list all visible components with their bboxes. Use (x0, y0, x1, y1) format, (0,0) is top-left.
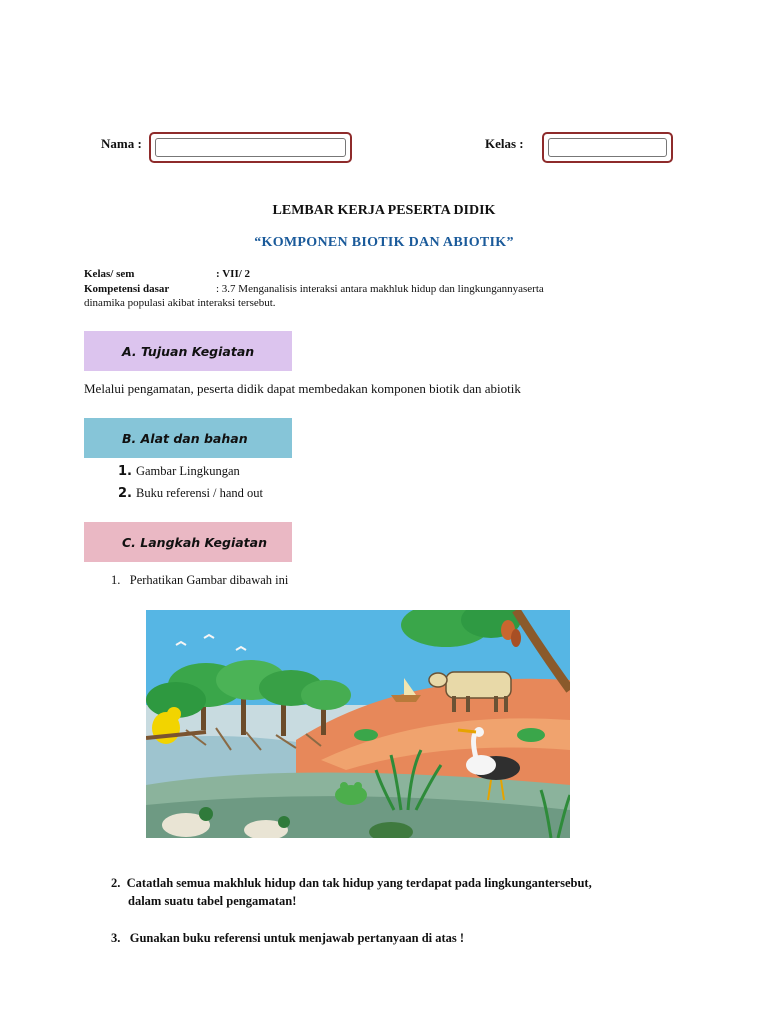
list-item: 2. Buku referensi / hand out (118, 486, 264, 501)
name-field[interactable] (149, 132, 352, 163)
class-sem-value: : VII/ 2 (216, 268, 251, 280)
step-2: 2. Catatlah semua makhluk hidup dan tak hidup yang terdapat pada lingkungantersebut, (111, 876, 592, 890)
page-title: LEMBAR KERJA PESERTA DIDIK (272, 203, 496, 218)
class-input[interactable] (548, 138, 667, 157)
kd-value-cont: dinamika populasi akibat interaksi tersebut. (84, 297, 276, 309)
name-input[interactable] (155, 138, 346, 157)
page-subtitle: “KOMPONEN BIOTIK DAN ABIOTIK” (254, 235, 514, 250)
step-2-cont: dalam suatu tabel pengamatan! (128, 894, 297, 908)
class-label: Kelas : (485, 136, 524, 151)
section-a-label: A. Tujuan Kegiatan (122, 343, 255, 359)
tujuan-text: Melalui pengamatan, peserta didik dapat membedakan komponen biotik dan abiotik (84, 381, 521, 396)
list-item: 1. Gambar Lingkungan (118, 464, 240, 479)
section-a-header (84, 331, 292, 371)
step-3: 3. Gunakan buku referensi untuk menjawab pertanyaan di atas ! (111, 931, 465, 945)
ecosystem-illustration (146, 610, 570, 838)
class-field[interactable] (542, 132, 673, 163)
kd-label: Kompetensi dasar (84, 283, 170, 295)
section-c-label: C. Langkah Kegiatan (122, 534, 267, 550)
section-b-header (84, 418, 292, 458)
section-b-label: B. Alat dan bahan (122, 430, 248, 446)
step-1: 1. Perhatikan Gambar dibawah ini (111, 573, 289, 587)
class-sem-label: Kelas/ sem (84, 268, 135, 280)
section-c-header (84, 522, 292, 562)
kd-value: : 3.7 Menganalisis interaksi antara makhluk hidup dan lingkungannyaserta (216, 283, 544, 295)
name-label: Nama : (101, 136, 142, 151)
